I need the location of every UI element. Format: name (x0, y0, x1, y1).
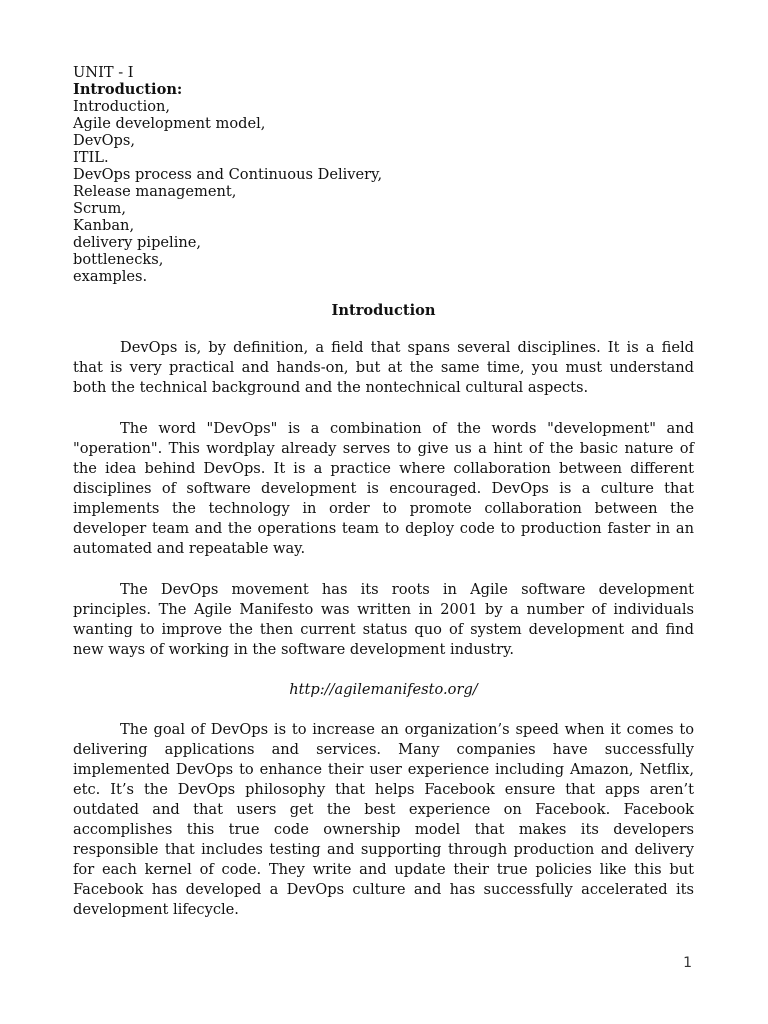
agile-manifesto-link[interactable]: http://agilemanifesto.org/ (289, 681, 478, 698)
toc-list (73, 98, 694, 285)
toc-item: bottlenecks, (73, 251, 164, 268)
toc-item: Agile development model, (73, 115, 266, 132)
toc-item: examples. (73, 268, 148, 285)
toc-item: DevOps process and Continuous Delivery, (73, 166, 383, 183)
section-title: Introduction (331, 302, 436, 319)
paragraph: The word "DevOps" is a combination of the words "development" and "operation". This wordplay already serves to give us a hint of the basic nature of the idea behind DevOps. It is a practice where collaboration between different disciplines of software development is encouraged. DevOps is a culture that implements the technology in order to promote collaboration between the developer team and the operations team to deploy code to production faster in an automated and repeatable way. (73, 420, 694, 557)
paragraph: The DevOps movement has its roots in Agile software development principles. The Agile Manifesto was written in 2001 by a number of individuals wanting to improve the then current status quo of system development and find new ways of working in the software development industry. (73, 581, 694, 658)
toc-item: Kanban, (73, 217, 135, 234)
toc-heading: Introduction: (73, 81, 183, 98)
unit-label: UNIT - I (73, 64, 134, 81)
toc-item: delivery pipeline, (73, 234, 202, 251)
toc-item: DevOps, (73, 132, 136, 149)
toc-item: Release management, (73, 183, 237, 200)
page-number: 1 (683, 955, 692, 971)
paragraph: DevOps is, by definition, a field that spans several disciplines. It is a field that is very practical and hands-on, but at the same time, you must understand both the technical background and the nontechnical cultural aspects. (73, 339, 694, 396)
document-page (73, 64, 694, 920)
toc-item: Scrum, (73, 200, 127, 217)
toc-item: Introduction, (73, 98, 171, 115)
toc-item: ITIL. (73, 149, 109, 166)
paragraph: The goal of DevOps is to increase an organization’s speed when it comes to delivering applications and services. Many companies have successfully implemented DevOps to enhance their user experience including Amazon, Netflix, etc. It’s the DevOps philosophy that helps Facebook ensure that apps aren’t outdated and that users get the best experience on Facebook. Facebook accomplishes this true code ownership model that makes its developers responsible that includes testing and supporting through production and delivery for each kernel of code. They write and update their true policies like this but Facebook has developed a DevOps culture and has successfully accelerated its development lifecycle. (73, 721, 694, 918)
